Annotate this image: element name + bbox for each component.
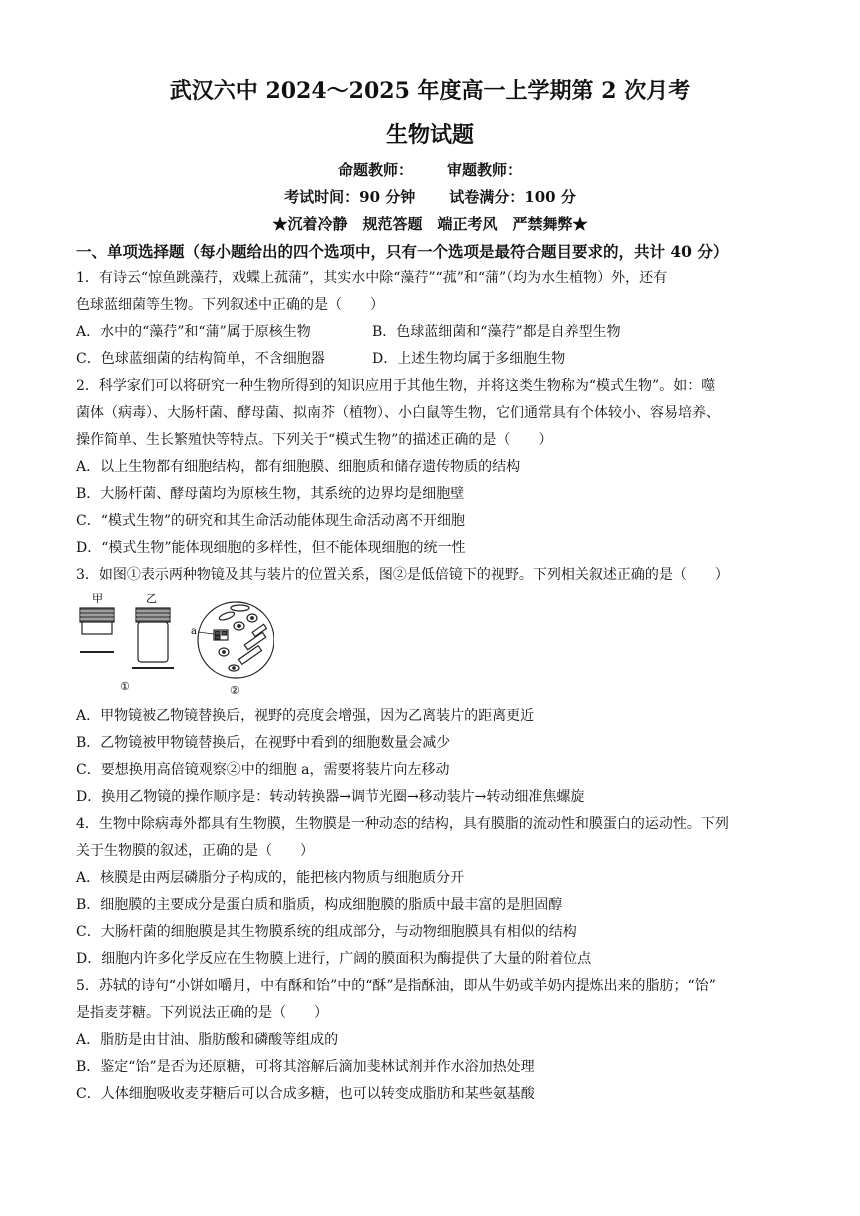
exam-subtitle: 生物试题 [385,122,474,148]
exam-motto: ★沉着冷静 规范答题 端正考风 严禁舞弊★ [272,215,588,233]
q2-option-a: A．以上生物都有细胞结构，都有细胞膜、细胞质和储存遗传物质的结构 [76,459,521,475]
q1-options-ab [76,323,621,341]
q4-option-d: D．细胞内许多化学反应在生物膜上进行，广阔的膜面积为酶提供了大量的附着位点 [76,951,592,967]
q5-stem-line1: 5．苏轼的诗句“小饼如嚼月，中有酥和饴”中的“酥”是指酥油，即从牛奶或羊奶内提炼出来的脂肪；“饴” [76,978,716,994]
exam-info-line [0,186,860,207]
q4-option-b: B．细胞膜的主要成分是蛋白质和脂质，构成细胞膜的脂质中最丰富的是胆固醇 [76,897,563,913]
q5-option-c: C．人体细胞吸收麦芽糖后可以合成多糖，也可以转变成脂肪和某些氨基酸 [76,1086,535,1102]
q4-option-a: A．核膜是由两层磷脂分子构成的，能把核内物质与细胞质分开 [76,870,465,886]
q2-stem-line2: 菌体（病毒）、大肠杆菌、酵母菌、拟南芥（植物）、小白鼠等生物，它们通常具有个体较小、容易培养、 [76,405,720,421]
teachers-line [0,159,860,180]
q4-option-c: C．大肠杆菌的细胞膜是其生物膜系统的组成部分，与动物细胞膜具有相似的结构 [76,924,577,940]
q3-stem: 3．如图①表示两种物镜及其与装片的位置关系，图②是低倍镜下的视野。下列相关叙述正确的是（ ） [76,567,729,583]
q5-stem-line2: 是指麦芽糖。下列说法正确的是（ ） [76,1005,328,1021]
exam-full-score: 试卷满分：100 分 [449,188,576,206]
section-heading: 一、单项选择题（每小题给出的四个选项中，只有一个选项是最符合题目要求的，共计 40 分） [76,242,729,261]
q3-option-a: A．甲物镜被乙物镜替换后，视野的亮度会增强，因为乙离装片的距离更近 [76,708,535,724]
q2-stem-line3: 操作简单、生长繁殖快等特点。下列关于“模式生物”的描述正确的是（ ） [76,432,553,448]
q2-option-c: C．“模式生物”的研究和其生命活动能体现生命活动离不开细胞 [76,513,466,529]
fig-label-1: ① [120,680,130,693]
fig-label-a: a [191,626,197,637]
q1-option-c: C．色球蓝细菌的结构简单，不含细胞器 [76,351,325,367]
q4-stem-line2: 关于生物膜的叙述，正确的是（ ） [76,843,314,859]
q3-option-b: B．乙物镜被甲物镜替换后，在视野中看到的细胞数量会减少 [76,735,451,751]
q2-stem-line1: 2．科学家们可以将研究一种生物所得到的知识应用于其他生物，并将这类生物称为“模式生物”。如：噬 [76,378,716,394]
q2-option-d: D．“模式生物”能体现细胞的多样性，但不能体现细胞的统一性 [76,540,466,556]
fig-label-jia: 甲 [92,592,103,605]
q5-option-b: B．鉴定“饴”是否为还原糖，可将其溶解后滴加斐林试剂并作水浴加热处理 [76,1059,535,1075]
q2-option-b: B．大肠杆菌、酵母菌均为原核生物，其系统的边界均是细胞壁 [76,486,465,502]
q4-stem-line1: 4．生物中除病毒外都具有生物膜，生物膜是一种动态的结构，具有膜脂的流动性和膜蛋白的运动性。下列 [76,816,729,832]
fig-label-2: ② [230,684,240,697]
objective-yi [132,608,174,668]
objective-jia [80,608,114,652]
exam-time: 考试时间：90 分钟 [284,188,416,206]
q1-option-a: A．水中的“藻荇”和“蒲”属于原核生物 [76,324,311,340]
q1-option-d: D．上述生物均属于多细胞生物 [372,351,566,367]
q3-option-d: D．换用乙物镜的操作顺序是：转动转换器→调节光圈→移动装片→转动细准焦螺旋 [76,789,585,805]
teacher-reviewer: 审题教师： [447,161,523,179]
teacher-setter: 命题教师： [337,161,413,179]
q1-stem-line2: 色球蓝细菌等生物。下列叙述中正确的是（ ） [76,297,384,313]
q5-option-a: A．脂肪是由甘油、脂肪酸和磷酸等组成的 [76,1032,339,1048]
microscope-figure [74,590,274,700]
field-of-view [198,602,274,678]
fig-label-yi: 乙 [146,592,157,605]
q1-option-b: B．色球蓝细菌和“藻荇”都是自养型生物 [372,324,621,340]
q3-option-c: C．要想换用高倍镜观察②中的细胞 a，需要将装片向左移动 [76,762,450,778]
q1-stem-line1: 1．有诗云“惊鱼跳藻荇，戏蝶上菰蒲”，其实水中除“藻荇”“菰”和“蒲”（均为水生植物）外，还有 [76,270,668,286]
exam-title: 武汉六中 2024～2025 年度高一上学期第 2 次月考 [169,78,691,104]
q1-options-cd [76,350,565,368]
